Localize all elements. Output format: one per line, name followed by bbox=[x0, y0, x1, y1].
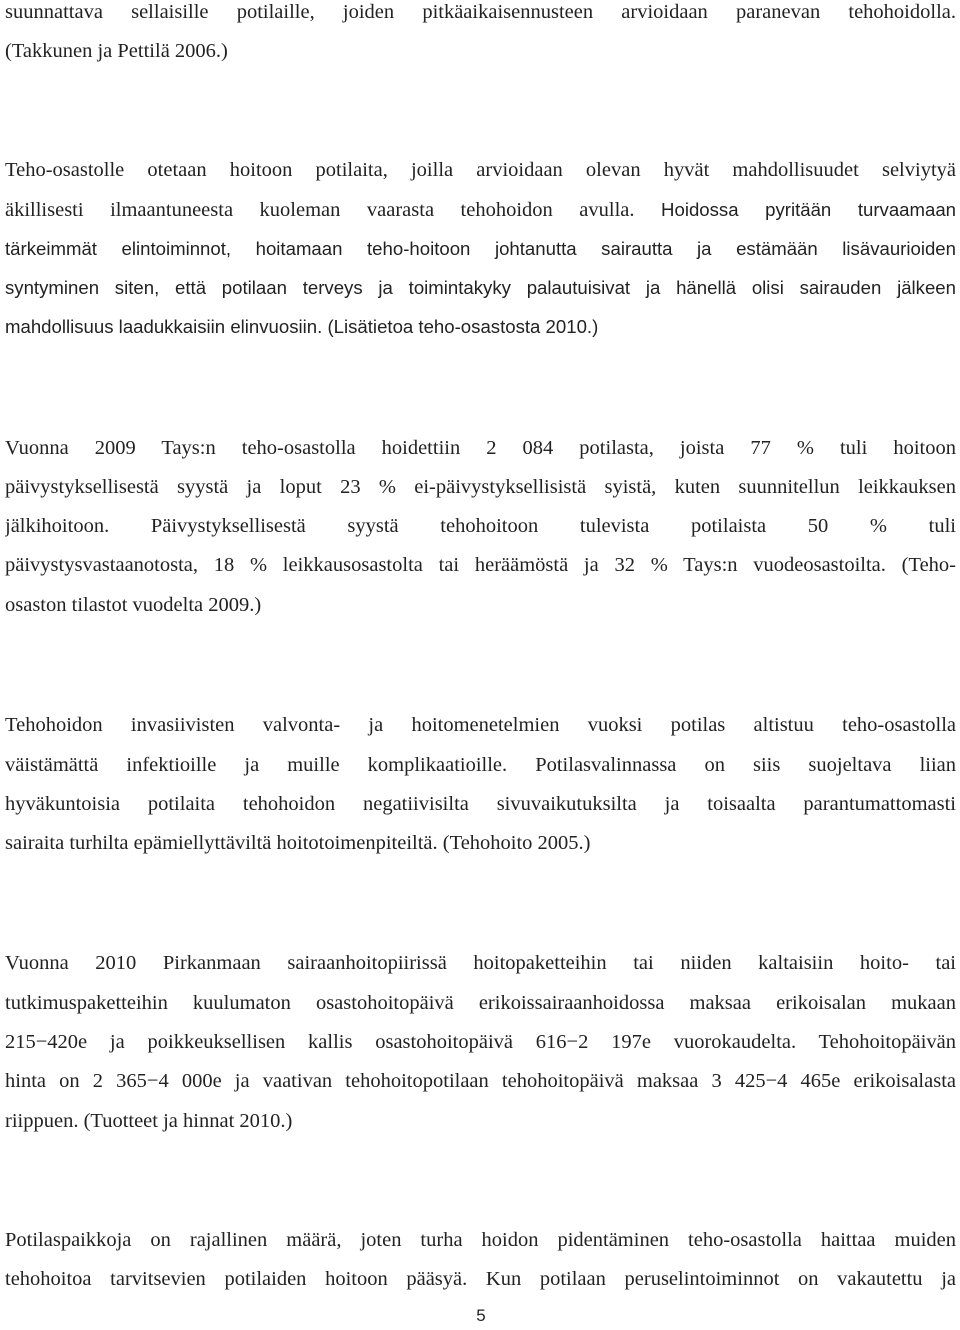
text-line: tärkeimmät elintoiminnot, hoitamaan teho-hoitoon johtanutta sairautta ja estämään lisävaurioiden bbox=[5, 238, 956, 259]
text-line: Vuonna 2010 Pirkanmaan sairaanhoitopiirissä hoitopaketteihin tai niiden kaltaisiin hoito- tai bbox=[5, 952, 956, 974]
text-line: mahdollisuus laadukkaisiin elinvuosiin. (Lisätietoa teho-osastosta 2010.) bbox=[5, 316, 599, 337]
text-line: syntyminen siten, että potilaan terveys ja toimintakyky palautuisivat ja hänellä olisi sairauden jälkeen bbox=[5, 277, 956, 298]
text-line: hyväkuntoisia potilaita tehohoidon negatiivisilta sivuvaikutuksilta ja toisaalta parantumattomasti bbox=[5, 793, 956, 815]
page-number: 5 bbox=[476, 1306, 486, 1325]
text-line: tehohoitoa tarvitsevien potilaiden hoitoon pääsyä. Kun potilaan peruselintoiminnot on vakautettu ja bbox=[5, 1268, 956, 1290]
text-segment: äkillisesti ilmaantuneesta kuoleman vaarasta tehohoidon avulla. bbox=[5, 199, 635, 221]
text-line bbox=[5, 190, 956, 230]
text-line: hinta on 2 365−4 000e ja vaativan tehohoitopotilaan tehohoitopäivä maksaa 3 425−4 465e erikoisalasta bbox=[5, 1070, 956, 1092]
text-line: päivystyksellisestä syystä ja loput 23 % ei-päivystyksellisistä syistä, kuten suunnitellun leikkauksen bbox=[5, 476, 956, 498]
text-line: Teho-osastolle otetaan hoitoon potilaita, joilla arvioidaan olevan hyvät mahdollisuudet selviytyä bbox=[5, 159, 956, 181]
text-line: riippuen. (Tuotteet ja hinnat 2010.) bbox=[5, 1110, 293, 1132]
text-line: Tehohoidon invasiivisten valvonta- ja hoitomenetelmien vuoksi potilas altistuu teho-osastolla bbox=[5, 714, 956, 736]
text-line: Potilaspaikkoja on rajallinen määrä, joten turha hoidon pidentäminen teho-osastolla haittaa muiden bbox=[5, 1229, 956, 1251]
text-line: Vuonna 2009 Tays:n teho-osastolla hoidettiin 2 084 potilasta, joista 77 % tuli hoitoon bbox=[5, 437, 956, 459]
text-line: tutkimuspaketteihin kuulumaton osastohoitopäivä erikoissairaanhoidossa maksaa erikoisalan mukaan bbox=[5, 992, 956, 1014]
text-segment: Hoidossa pyritään turvaamaan bbox=[661, 199, 956, 220]
text-line: osaston tilastot vuodelta 2009.) bbox=[5, 594, 262, 616]
text-line: jälkihoitoon. Päivystyksellisestä syystä tehohoitoon tulevista potilaista 50 % tuli bbox=[5, 515, 956, 537]
text-line: väistämättä infektioille ja muille komplikaatioille. Potilasvalinnassa on siis suojeltava liian bbox=[5, 754, 956, 776]
text-line: sairaita turhilta epämiellyttäviltä hoitotoimenpiteiltä. (Tehohoito 2005.) bbox=[5, 832, 591, 854]
text-line: 215−420e ja poikkeuksellisen kallis osastohoitopäivä 616−2 197e vuorokaudelta. Tehohoitopäivän bbox=[5, 1031, 956, 1053]
text-line: (Takkunen ja Pettilä 2006.) bbox=[5, 40, 228, 62]
text-line: päivystysvastaanotosta, 18 % leikkausosastolta tai heräämöstä ja 32 % Tays:n vuodeosastoilta. (Teho- bbox=[5, 554, 956, 576]
text-line: suunnattava sellaisille potilaille, joiden pitkäaikaisennusteen arvioidaan paranevan tehohoidolla. bbox=[5, 1, 956, 23]
